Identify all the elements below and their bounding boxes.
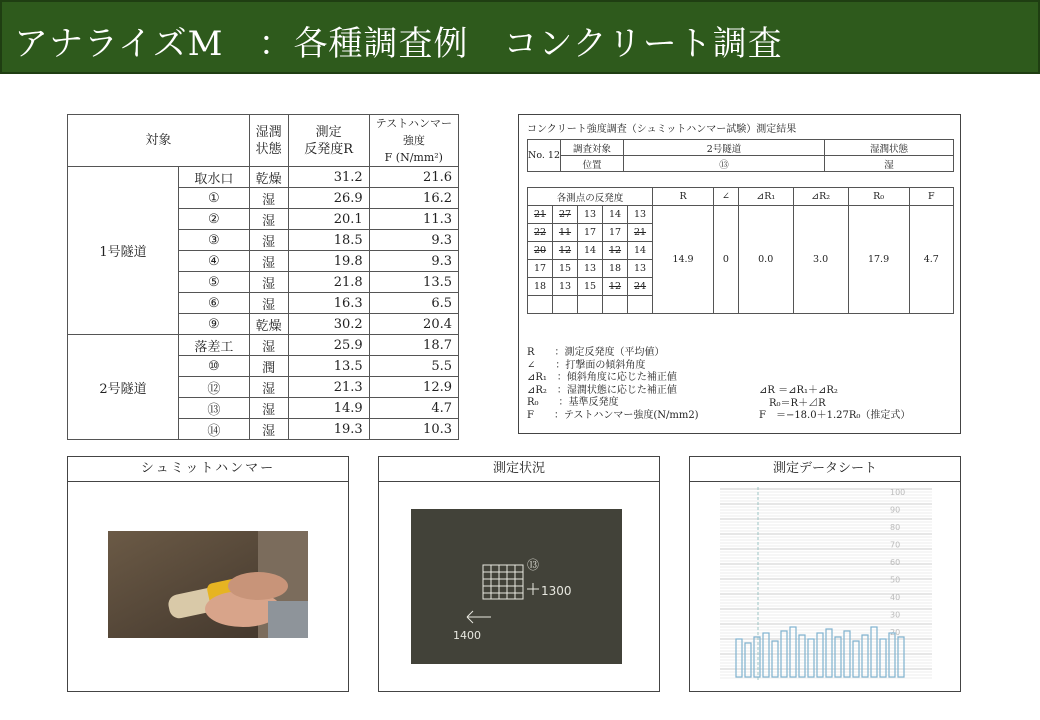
strength-cell: 20.4: [369, 314, 458, 335]
chart-tick: 30: [890, 610, 901, 620]
rebound-cell: 14.9: [288, 398, 369, 419]
sheet-legend-right: ⊿R ＝⊿R₁＋⊿R₂ R₀＝R＋⊿R F ＝−18.0＋1.27R₀（推定式）: [759, 385, 911, 421]
state-cell: 湿: [249, 419, 288, 440]
state-cell: 湿: [249, 251, 288, 272]
col-head: ⊿R₁: [738, 188, 793, 206]
col-value: 0: [714, 206, 739, 314]
col-head: F: [909, 188, 953, 206]
datasheet-panel: [689, 456, 961, 692]
grid-cell: 13: [553, 278, 578, 296]
points-header: 各測点の反発度: [528, 188, 653, 206]
grid-cell: 12: [553, 242, 578, 260]
measurement-sheet-panel: [518, 114, 961, 434]
grid-cell: 15: [553, 260, 578, 278]
col-head: R: [653, 188, 714, 206]
point-cell: ⑭: [179, 419, 250, 440]
hammer-panel-title: シュミットハンマー: [68, 457, 348, 482]
point-cell: ②: [179, 209, 250, 230]
sheet-title: コンクリート強度調査（シュミットハンマー試験）測定結果: [527, 124, 797, 135]
grid-cell: 11: [553, 224, 578, 242]
state-cell: 湿: [249, 272, 288, 293]
chart-tick: 20: [890, 628, 901, 637]
rebound-cell: 26.9: [288, 188, 369, 209]
strength-cell: 5.5: [369, 356, 458, 377]
state-cell: 湿: [249, 398, 288, 419]
strength-cell: 9.3: [369, 230, 458, 251]
grid-cell: [528, 296, 553, 314]
strength-cell: 12.9: [369, 377, 458, 398]
hammer-photo: [108, 531, 308, 638]
state-cell: 乾燥: [249, 167, 288, 188]
state-cell: 湿: [249, 293, 288, 314]
results-table: [67, 114, 459, 440]
datasheet-panel-title: 測定データシート: [690, 457, 960, 482]
point-cell: ⑨: [179, 314, 250, 335]
grid-cell: 12: [603, 242, 628, 260]
state-cell: 湿: [249, 209, 288, 230]
point-cell: 落差工: [179, 335, 250, 356]
grid-cell: 17: [603, 224, 628, 242]
rebound-cell: 30.2: [288, 314, 369, 335]
col-value: 4.7: [909, 206, 953, 314]
grid-cell: 13: [578, 260, 603, 278]
chart-tick: 60: [890, 558, 901, 567]
grid-cell: 14: [628, 242, 653, 260]
tunnel-name: 1号隧道: [68, 167, 179, 335]
grid-cell: 12: [603, 278, 628, 296]
col-value: 14.9: [653, 206, 714, 314]
point-cell: ⑤: [179, 272, 250, 293]
results-table-panel: [67, 114, 459, 439]
chart-bar: [817, 633, 823, 677]
grid-cell: 22: [528, 224, 553, 242]
col-value: 0.0: [738, 206, 793, 314]
grid-cell: [628, 296, 653, 314]
rebound-cell: 20.1: [288, 209, 369, 230]
grid-cell: 24: [628, 278, 653, 296]
chart-bar: [799, 635, 805, 677]
state-cell: 湿: [249, 335, 288, 356]
header-target: 対象: [68, 115, 250, 167]
grid-cell: 13: [628, 260, 653, 278]
status-panel-title: 測定状況: [379, 457, 659, 482]
point-cell: ③: [179, 230, 250, 251]
grid-cell: 14: [578, 242, 603, 260]
point-cell: ①: [179, 188, 250, 209]
datasheet-chart: [720, 487, 932, 681]
grid-cell: [578, 296, 603, 314]
header-rebound: 測定 反発度R: [288, 115, 369, 167]
header-strength: テストハンマー 強度 F (N/mm²): [369, 115, 458, 167]
photo-mark-3: 1400: [453, 629, 481, 642]
sheet-no: No. 12: [528, 140, 561, 172]
strength-cell: 13.5: [369, 272, 458, 293]
chart-bar: [862, 635, 868, 677]
page-header: [0, 0, 1040, 74]
sheet-moist-label: 湿潤状態: [825, 140, 954, 156]
grid-cell: 18: [528, 278, 553, 296]
rebound-cell: 18.5: [288, 230, 369, 251]
grid-cell: 14: [603, 206, 628, 224]
grid-cell: 17: [578, 224, 603, 242]
status-panel: [378, 456, 660, 692]
state-cell: 湿: [249, 230, 288, 251]
state-cell: 乾燥: [249, 314, 288, 335]
grid-cell: 21: [528, 206, 553, 224]
col-head: ⊿R₂: [793, 188, 848, 206]
rebound-cell: 21.8: [288, 272, 369, 293]
sheet-moist-value: 湿: [825, 156, 954, 172]
grid-cell: [603, 296, 628, 314]
chart-tick: 50: [890, 575, 901, 585]
chart-tick: 100: [890, 488, 906, 497]
strength-cell: 4.7: [369, 398, 458, 419]
sheet-legend-left: R ：測定反発度（平均値） ∠ ：打撃面の傾斜角度 ⊿R₁ ：傾斜角度に応じた補正値 ⊿R₂ ：湿潤状態に応じた補正値 R₀ ：基準反発度 F ：テストハンマー強度(N/mm2): [527, 347, 699, 421]
point-cell: 取水口: [179, 167, 250, 188]
strength-cell: 18.7: [369, 335, 458, 356]
point-cell: ⑩: [179, 356, 250, 377]
rebound-cell: 25.9: [288, 335, 369, 356]
state-cell: 湿: [249, 377, 288, 398]
strength-cell: 10.3: [369, 419, 458, 440]
photo-mark-1: ⑬: [527, 558, 540, 572]
point-cell: ⑥: [179, 293, 250, 314]
state-cell: 潤: [249, 356, 288, 377]
point-cell: ⑬: [179, 398, 250, 419]
chart-tick: 40: [890, 593, 901, 602]
grid-cell: 17: [528, 260, 553, 278]
grid-cell: 20: [528, 242, 553, 260]
col-value: 17.9: [848, 206, 909, 314]
rebound-cell: 19.8: [288, 251, 369, 272]
state-cell: 湿: [249, 188, 288, 209]
strength-cell: 16.2: [369, 188, 458, 209]
photo-mark-2: 1300: [541, 584, 572, 598]
rebound-cell: 16.3: [288, 293, 369, 314]
strength-cell: 9.3: [369, 251, 458, 272]
grid-cell: 18: [603, 260, 628, 278]
rebound-cell: 19.3: [288, 419, 369, 440]
table-row: [68, 335, 459, 356]
grid-cell: 21: [628, 224, 653, 242]
rebound-cell: 13.5: [288, 356, 369, 377]
rebound-grid-table: [527, 187, 954, 314]
col-value: 3.0: [793, 206, 848, 314]
chart-bar: [889, 633, 895, 677]
rebound-cell: 21.3: [288, 377, 369, 398]
point-cell: ④: [179, 251, 250, 272]
chart-tick: 80: [890, 523, 901, 532]
grid-cell: 13: [578, 206, 603, 224]
header-moisture: 湿潤 状態: [249, 115, 288, 167]
grid-cell: [553, 296, 578, 314]
strength-cell: 11.3: [369, 209, 458, 230]
sheet-target-value: 2号隧道: [624, 140, 825, 156]
strength-cell: 6.5: [369, 293, 458, 314]
col-head: ∠: [714, 188, 739, 206]
point-cell: ⑫: [179, 377, 250, 398]
grid-cell: 13: [628, 206, 653, 224]
rebound-cell: 31.2: [288, 167, 369, 188]
page-title: アナライズM ：各種調査例 コンクリート調査: [14, 24, 783, 64]
status-photo: [411, 509, 622, 664]
chart-tick: 70: [890, 540, 901, 550]
hammer-panel: [67, 456, 349, 692]
grid-cell: 15: [578, 278, 603, 296]
table-row: [68, 167, 459, 188]
sheet-target-label: 調査対象: [561, 140, 624, 156]
chart-bar: [763, 633, 769, 677]
sheet-info-table: [527, 139, 954, 172]
tunnel-name: 2号隧道: [68, 335, 179, 440]
sheet-pos-value: ⑬: [624, 156, 825, 172]
chart-tick: 90: [890, 505, 901, 515]
strength-cell: 21.6: [369, 167, 458, 188]
grid-cell: 27: [553, 206, 578, 224]
col-head: R₀: [848, 188, 909, 206]
sheet-pos-label: 位置: [561, 156, 624, 172]
